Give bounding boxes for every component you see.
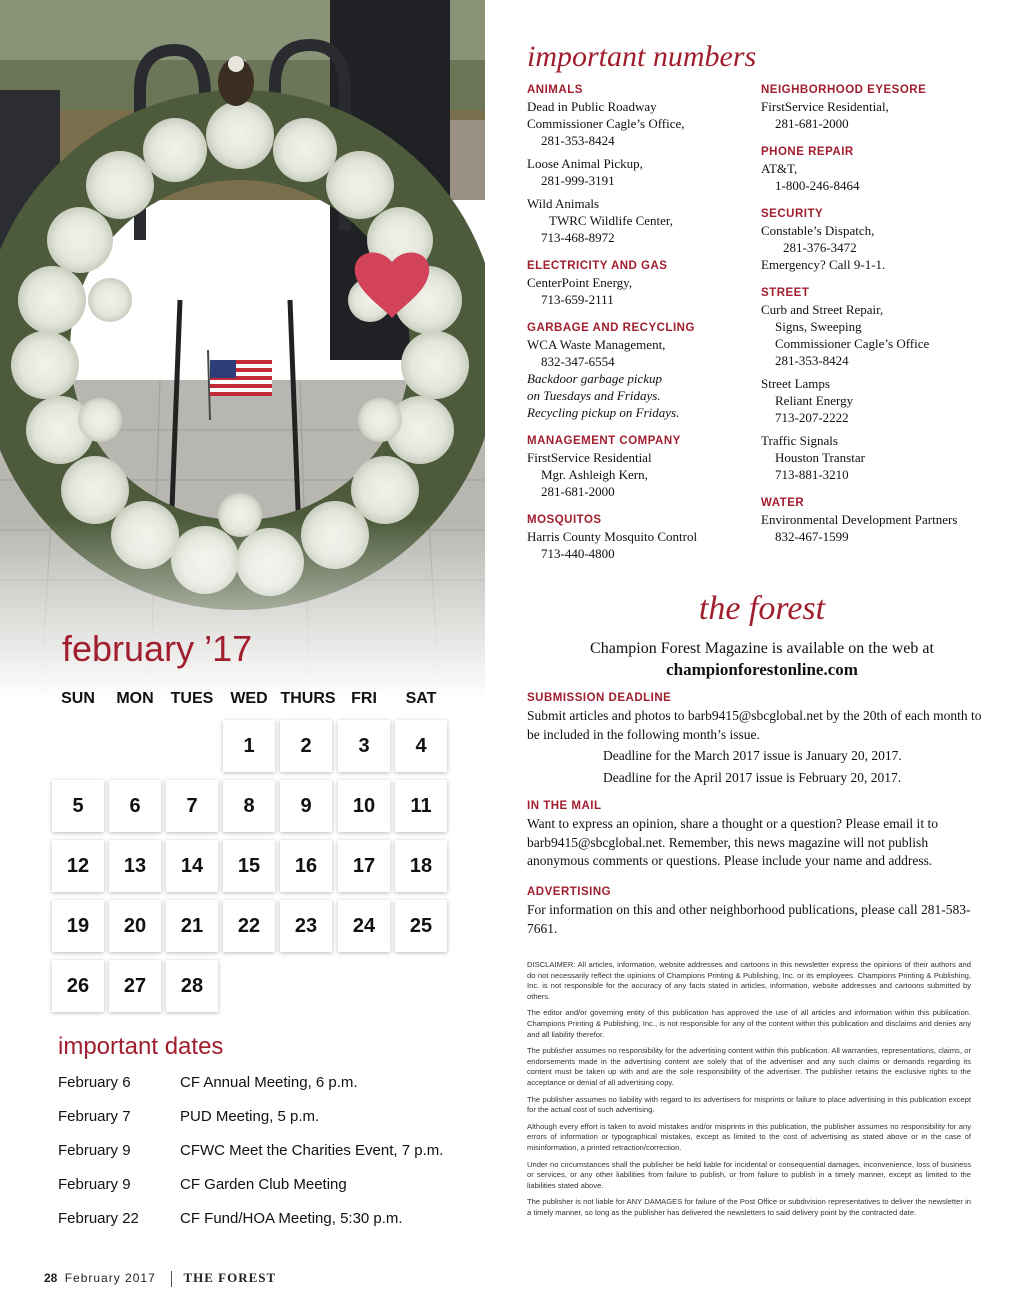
wreath-illustration bbox=[0, 0, 485, 700]
listing-detail: Houston Transtar bbox=[775, 450, 865, 465]
calendar-day: 22 bbox=[223, 900, 275, 952]
listing-name: CenterPoint Energy, bbox=[527, 275, 633, 290]
event-name: PUD Meeting, 5 p.m. bbox=[180, 1108, 320, 1125]
phone-number: 713-881-3210 bbox=[775, 467, 849, 482]
phone-number: 1-800-246-8464 bbox=[775, 178, 860, 193]
magazine-name: THE FOREST bbox=[183, 1270, 277, 1285]
disclaimer-paragraph: DISCLAIMER: All articles, information, website addresses and cartoons in this newsletter express the opinions of their authors and do not necessarily reflect the opinions of Champions Printing & Publishing, Inc. or its employees. Champions Printing & Publishing, Inc. is not responsible for the accuracy of any facts stated in articles, information, website addresses and cartoons submitted by others. bbox=[527, 960, 971, 1001]
important-date-row bbox=[58, 1210, 478, 1227]
calendar-day: 8 bbox=[223, 780, 275, 832]
mail-text: Want to express an opinion, share a thought or a question? Please email it to barb9415@sbcglobal.net. Remember, this news magazine will not publish anonymous comments or questions. Please include your name and address. bbox=[527, 816, 938, 868]
listing-detail: Mgr. Ashleigh Kern, bbox=[541, 467, 648, 482]
calendar-day: 16 bbox=[280, 840, 332, 892]
category-management: MANAGEMENT COMPANY bbox=[527, 435, 681, 447]
calendar-day: 10 bbox=[338, 780, 390, 832]
phone-number: 713-440-4800 bbox=[541, 546, 615, 561]
listing-name: WCA Waste Management, bbox=[527, 337, 666, 352]
submission-heading: SUBMISSION DEADLINE bbox=[527, 692, 672, 704]
calendar-day: 19 bbox=[52, 900, 104, 952]
category-eyesore: NEIGHBORHOOD EYESORE bbox=[761, 84, 927, 96]
listing-name: Curb and Street Repair, bbox=[761, 302, 884, 317]
phone-number: 281-681-2000 bbox=[775, 116, 849, 131]
calendar-day: 17 bbox=[338, 840, 390, 892]
listing-name: Constable’s Dispatch, bbox=[761, 223, 875, 238]
disclaimer bbox=[527, 960, 971, 1224]
numbers-right-column bbox=[761, 84, 1001, 545]
calendar-day: 4 bbox=[395, 720, 447, 772]
disclaimer-paragraph: The publisher assumes no liability with regard to its advertisers for misprints or failure to place advertising in this publication except for the actual cost of such advertising. bbox=[527, 1094, 971, 1115]
listing-name: Environmental Development Partners bbox=[761, 512, 958, 527]
phone-number: 281-999-3191 bbox=[541, 173, 615, 188]
calendar-day: 13 bbox=[109, 840, 161, 892]
listing-name: Signs, Sweeping bbox=[775, 319, 862, 334]
category-street: STREET bbox=[761, 287, 810, 299]
april-deadline: Deadline for the April 2017 issue is February 20, 2017. bbox=[603, 769, 902, 785]
calendar-day: 11 bbox=[395, 780, 447, 832]
weekday-label: SUN bbox=[61, 690, 95, 707]
calendar-day: 25 bbox=[395, 900, 447, 952]
submission-text: Submit articles and photos to barb9415@sbcglobal.net by the 20th of each month to be included in the following month’s issue. bbox=[527, 708, 982, 742]
listing-detail: Commissioner Cagle’s Office bbox=[775, 336, 930, 351]
page-footer bbox=[44, 1270, 276, 1287]
phone-number: 832-347-6554 bbox=[541, 354, 615, 369]
event-name: CFWC Meet the Charities Event, 7 p.m. bbox=[180, 1142, 444, 1159]
listing-name: Emergency? Call 9-1-1. bbox=[761, 257, 886, 272]
listing-note: on Tuesdays and Fridays. bbox=[527, 388, 661, 403]
listing-note: Backdoor garbage pickup bbox=[527, 371, 663, 386]
event-name: CF Garden Club Meeting bbox=[180, 1176, 347, 1193]
advertising-text: For information on this and other neighborhood publications, please call 281-583-7661. bbox=[527, 902, 971, 936]
event-name: CF Fund/HOA Meeting, 5:30 p.m. bbox=[180, 1210, 403, 1227]
weekday-label: WED bbox=[230, 690, 268, 707]
listing-detail: Reliant Energy bbox=[775, 393, 854, 408]
listing-name: Loose Animal Pickup, bbox=[527, 156, 643, 171]
disclaimer-paragraph: Although every effort is taken to avoid mistakes and/or misprints in this publication, the publisher assumes no responsibility for any errors of information or typographical mistakes, except as limited to the cost of advertising as stated above or in the case of misinformation, a printed retraction/correction. bbox=[527, 1121, 971, 1152]
advertising-heading: ADVERTISING bbox=[527, 886, 612, 898]
calendar-day: 7 bbox=[166, 780, 218, 832]
phone-number: 832-467-1599 bbox=[775, 529, 849, 544]
event-date: February 9 bbox=[58, 1176, 131, 1193]
calendar-day: 12 bbox=[52, 840, 104, 892]
in-the-mail-section bbox=[527, 800, 987, 871]
calendar-day: 6 bbox=[109, 780, 161, 832]
calendar-title: february ’17 bbox=[62, 628, 253, 669]
event-date: February 22 bbox=[58, 1210, 139, 1227]
weekday-label: THURS bbox=[280, 690, 336, 707]
calendar-day: 18 bbox=[395, 840, 447, 892]
phone-number: 713-659-2111 bbox=[541, 292, 614, 307]
disclaimer-paragraph: The publisher assumes no responsibility for the advertising content within this publication. All warranties, representations, claims, or endorsements made in the advertising content are solely that of the advertiser and any such claims or demands regarding its content must be taken up with and are the sole responsibility of the advertiser. The publisher retains the exclusive rights to the acceptance or denial of all advertising copy. bbox=[527, 1046, 971, 1087]
calendar-weekday-header bbox=[50, 690, 450, 712]
important-dates-title: important dates bbox=[58, 1033, 224, 1060]
weekday-label: TUES bbox=[170, 690, 214, 707]
calendar-day: 21 bbox=[166, 900, 218, 952]
march-deadline: Deadline for the March 2017 issue is January 20, 2017. bbox=[603, 748, 902, 763]
footer-divider bbox=[171, 1271, 172, 1287]
calendar-grid bbox=[50, 720, 450, 1020]
calendar-day: 24 bbox=[338, 900, 390, 952]
listing-name: Traffic Signals bbox=[761, 433, 838, 448]
phone-number: 713-207-2222 bbox=[775, 410, 849, 425]
calendar-day: 9 bbox=[280, 780, 332, 832]
event-date: February 9 bbox=[58, 1142, 131, 1159]
listing-detail: TWRC Wildlife Center, bbox=[549, 213, 673, 228]
phone-number: 713-468-8972 bbox=[541, 230, 615, 245]
disclaimer-paragraph: The editor and/or governing entity of this publication has approved the use of all articles and information within this publication. Champions Printing & Publishing, Inc., is not responsible for any of the content within this publication and disclaims and denies any and all liability therefor. bbox=[527, 1008, 971, 1039]
listing-name: Dead in Public Roadway bbox=[527, 99, 657, 114]
calendar-day: 20 bbox=[109, 900, 161, 952]
disclaimer-paragraph: The publisher is not liable for ANY DAMAGES for failure of the Post Office or subdivision representatives to deliver the newsletter in a timely manner, so long as the publisher has delivered the newsletters to said delivery point by the contracted date. bbox=[527, 1197, 971, 1217]
category-water: WATER bbox=[761, 497, 805, 509]
event-date: February 7 bbox=[58, 1108, 131, 1125]
listing-name: Street Lamps bbox=[761, 376, 830, 391]
memorial-wreath-photo bbox=[0, 0, 485, 700]
listing-detail: Commissioner Cagle’s Office, bbox=[527, 116, 685, 131]
calendar-day: 26 bbox=[52, 960, 104, 1012]
listing-name: FirstService Residential, bbox=[761, 99, 889, 114]
event-date: February 6 bbox=[58, 1074, 131, 1091]
important-date-row bbox=[58, 1108, 478, 1125]
calendar-day: 3 bbox=[338, 720, 390, 772]
category-phone-repair: PHONE REPAIR bbox=[761, 146, 854, 158]
availability-text: Champion Forest Magazine is available on the web at bbox=[590, 640, 934, 657]
calendar-day: 27 bbox=[109, 960, 161, 1012]
calendar-day: 15 bbox=[223, 840, 275, 892]
important-date-row bbox=[58, 1074, 478, 1091]
calendar-day: 14 bbox=[166, 840, 218, 892]
listing-name: Wild Animals bbox=[527, 196, 600, 211]
phone-number: 281-376-3472 bbox=[783, 240, 857, 255]
important-date-row bbox=[58, 1142, 478, 1159]
listing-name: AT&T, bbox=[761, 161, 798, 176]
phone-number: 281-353-8424 bbox=[775, 353, 849, 368]
category-electricity: ELECTRICITY AND GAS bbox=[527, 260, 668, 272]
calendar-day: 1 bbox=[223, 720, 275, 772]
event-name: CF Annual Meeting, 6 p.m. bbox=[180, 1074, 358, 1091]
phone-number: 281-353-8424 bbox=[541, 133, 615, 148]
category-mosquitos: MOSQUITOS bbox=[527, 514, 602, 526]
advertising-section bbox=[527, 886, 987, 938]
page-number: 28 bbox=[44, 1271, 58, 1285]
category-security: SECURITY bbox=[761, 208, 824, 220]
important-date-row bbox=[58, 1176, 478, 1193]
submission-deadline-section bbox=[527, 692, 987, 787]
weekday-label: MON bbox=[116, 690, 154, 707]
calendar-day: 2 bbox=[280, 720, 332, 772]
calendar-day: 23 bbox=[280, 900, 332, 952]
calendar-day: 5 bbox=[52, 780, 104, 832]
important-numbers-title: important numbers bbox=[527, 40, 757, 73]
website-link[interactable]: championforestonline.com bbox=[666, 660, 858, 679]
listing-note: Recycling pickup on Fridays. bbox=[527, 405, 680, 420]
web-availability bbox=[512, 638, 1012, 680]
phone-number: 281-681-2000 bbox=[541, 484, 615, 499]
disclaimer-paragraph: Under no circumstances shall the publisher be held liable for incidental or consequential damages, inconvenience, loss of business or services, or any other liabilities from failure to publish, or from failure to publish in a timely manner, except as limited to the liabilities stated above. bbox=[527, 1159, 971, 1190]
weekday-label: FRI bbox=[351, 690, 377, 707]
weekday-label: SAT bbox=[405, 690, 437, 707]
mail-heading: IN THE MAIL bbox=[527, 800, 602, 812]
listing-name: FirstService Residential bbox=[527, 450, 652, 465]
category-garbage: GARBAGE AND RECYCLING bbox=[527, 322, 695, 334]
category-animals: ANIMALS bbox=[527, 84, 583, 96]
numbers-left-column bbox=[527, 84, 752, 562]
listing-name: Harris County Mosquito Control bbox=[527, 529, 698, 544]
issue-date: February 2017 bbox=[64, 1271, 156, 1285]
forest-section-title: the forest bbox=[698, 590, 826, 627]
calendar-day: 28 bbox=[166, 960, 218, 1012]
